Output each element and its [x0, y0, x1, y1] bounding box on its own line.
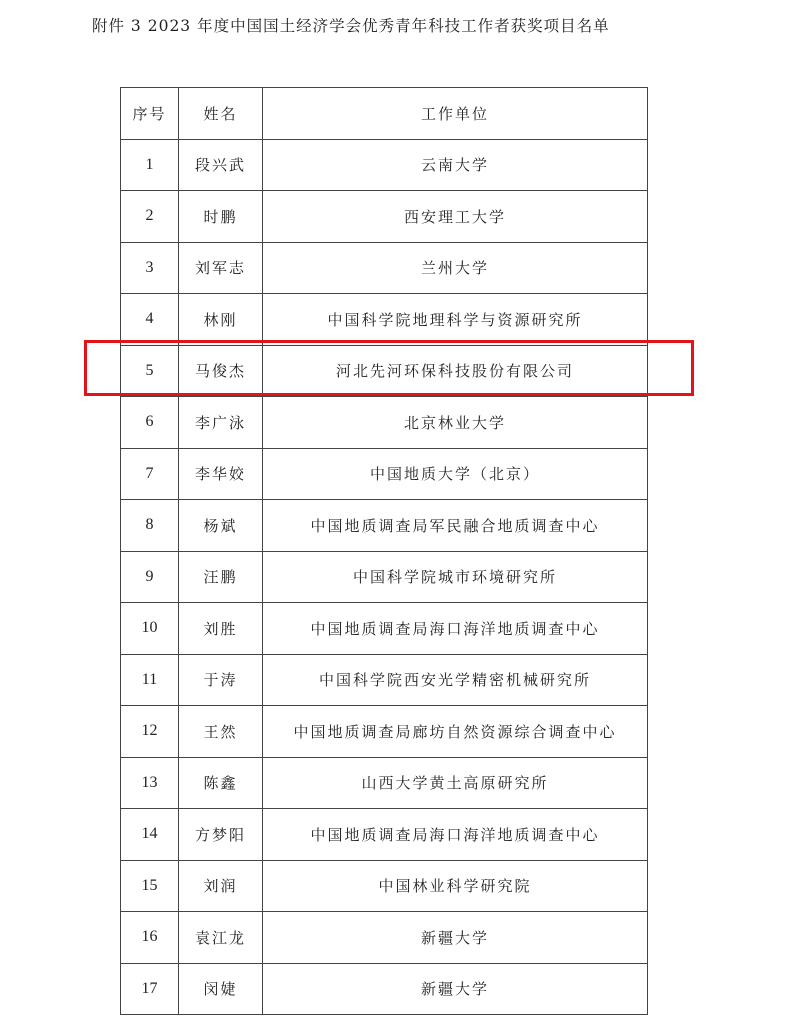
cell-unit: 新疆大学: [263, 912, 648, 964]
table-row: [121, 191, 648, 243]
cell-unit: 西安理工大学: [263, 191, 648, 243]
cell-unit: 中国科学院西安光学精密机械研究所: [263, 654, 648, 706]
cell-name: 于涛: [179, 654, 263, 706]
cell-unit: 中国林业科学研究院: [263, 860, 648, 912]
cell-unit: 云南大学: [263, 139, 648, 191]
table-row: [121, 551, 648, 603]
table-row: [121, 294, 648, 346]
cell-no: 12: [121, 706, 179, 758]
cell-no: 14: [121, 809, 179, 861]
table-row: [121, 242, 648, 294]
cell-unit: 中国科学院地理科学与资源研究所: [263, 294, 648, 346]
document-title: 附件 3 2023 年度中国国土经济学会优秀青年科技工作者获奖项目名单: [92, 17, 610, 35]
table-row: [121, 603, 648, 655]
header-name: 姓名: [179, 88, 263, 140]
cell-unit: 新疆大学: [263, 963, 648, 1015]
table-row: [121, 139, 648, 191]
cell-no: 7: [121, 448, 179, 500]
cell-unit: 中国地质调查局廊坊自然资源综合调查中心: [263, 706, 648, 758]
cell-no: 6: [121, 397, 179, 449]
cell-no: 9: [121, 551, 179, 603]
cell-name: 马俊杰: [179, 345, 263, 397]
cell-no: 2: [121, 191, 179, 243]
cell-no: 3: [121, 242, 179, 294]
header-unit: 工作单位: [263, 88, 648, 140]
cell-unit: 中国地质调查局军民融合地质调查中心: [263, 500, 648, 552]
table-row: [121, 448, 648, 500]
cell-name: 林刚: [179, 294, 263, 346]
cell-name: 闵婕: [179, 963, 263, 1015]
cell-no: 10: [121, 603, 179, 655]
cell-no: 11: [121, 654, 179, 706]
cell-no: 15: [121, 860, 179, 912]
cell-unit: 中国地质调查局海口海洋地质调查中心: [263, 603, 648, 655]
awardee-table: [120, 87, 648, 1015]
cell-name: 刘润: [179, 860, 263, 912]
cell-name: 李华姣: [179, 448, 263, 500]
cell-no: 13: [121, 757, 179, 809]
cell-name: 李广泳: [179, 397, 263, 449]
cell-unit: 中国科学院城市环境研究所: [263, 551, 648, 603]
cell-unit: 兰州大学: [263, 242, 648, 294]
cell-name: 刘军志: [179, 242, 263, 294]
cell-name: 方梦阳: [179, 809, 263, 861]
table-row: [121, 500, 648, 552]
cell-no: 4: [121, 294, 179, 346]
cell-unit: 山西大学黄土高原研究所: [263, 757, 648, 809]
cell-name: 刘胜: [179, 603, 263, 655]
cell-unit: 北京林业大学: [263, 397, 648, 449]
table-row: [121, 397, 648, 449]
cell-unit: 中国地质大学（北京）: [263, 448, 648, 500]
cell-name: 段兴武: [179, 139, 263, 191]
cell-unit: 中国地质调查局海口海洋地质调查中心: [263, 809, 648, 861]
table-header-row: [121, 88, 648, 140]
table-row: [121, 757, 648, 809]
table-row: [121, 809, 648, 861]
cell-name: 杨斌: [179, 500, 263, 552]
cell-name: 时鹏: [179, 191, 263, 243]
table-row: [121, 963, 648, 1015]
cell-no: 17: [121, 963, 179, 1015]
table-row: [121, 860, 648, 912]
cell-no: 8: [121, 500, 179, 552]
table-row: [121, 654, 648, 706]
cell-no: 16: [121, 912, 179, 964]
table-row: [121, 912, 648, 964]
cell-name: 王然: [179, 706, 263, 758]
cell-unit: 河北先河环保科技股份有限公司: [263, 345, 648, 397]
cell-no: 1: [121, 139, 179, 191]
header-no: 序号: [121, 88, 179, 140]
cell-name: 陈鑫: [179, 757, 263, 809]
cell-name: 汪鹏: [179, 551, 263, 603]
table-row-highlighted: [121, 345, 648, 397]
cell-name: 袁江龙: [179, 912, 263, 964]
table-row: [121, 706, 648, 758]
cell-no: 5: [121, 345, 179, 397]
